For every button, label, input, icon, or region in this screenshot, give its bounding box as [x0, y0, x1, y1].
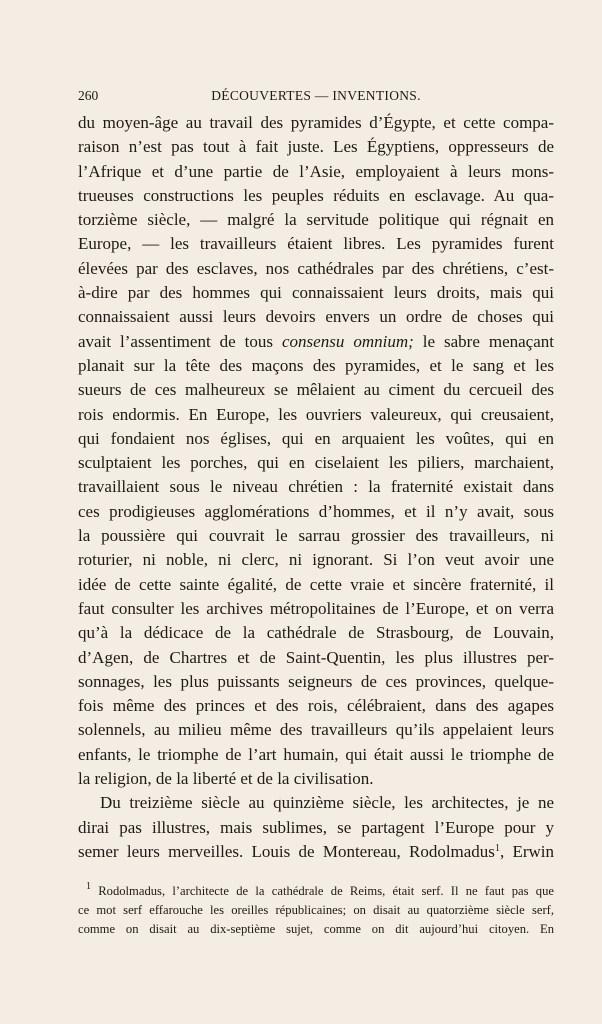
text-segment: avait l’assentiment de tous — [78, 331, 283, 351]
text-line: dirai pas illustres, mais sublimes, se partagent l’Europe pour y — [78, 817, 554, 837]
text-line: d’Agen, de Chartres et de Saint-Quentin, les plus illustres per- — [78, 647, 554, 667]
text-segment: semer leurs merveilles. Louis de Montereau, Rodolmadus — [78, 841, 495, 861]
text-line: qu’à la dédicace de la cathédrale de Strasbourg, de Louvain, — [78, 623, 554, 643]
footnote — [78, 882, 554, 940]
footnote-marker: 1 — [86, 881, 91, 892]
text-segment: , Erwin — [499, 841, 555, 861]
text-line — [78, 330, 554, 354]
page-number: 260 — [78, 88, 99, 103]
main-text — [78, 111, 554, 864]
text-segment: le sabre menaçant — [413, 331, 554, 351]
text-line: à-dire par des hommes qui connaissaient leurs droits, mais qui — [78, 283, 554, 303]
text-line: planait sur la tête des maçons des pyramides, et le sang et les — [78, 355, 554, 375]
text-line: fois même des princes et des rois, célébraient, dans des agapes — [78, 696, 554, 716]
text-line: travaillaient sous le niveau chrétien : la fraternité existait dans — [78, 477, 554, 497]
text-line: connaissaient aussi leurs devoirs envers un ordre de choses qui — [78, 307, 554, 327]
text-line: Du treizième siècle au quinzième siècle, les architectes, je ne — [100, 793, 554, 813]
text-line: ces prodigieuses agglomérations d’hommes, et il n’y avait, sous — [78, 501, 554, 521]
latin-phrase: consensu omnium; — [282, 331, 414, 351]
text-line: solennels, au milieu même des travailleurs qu’ils appelaient leurs — [78, 720, 554, 740]
text-line: sonnages, les plus puissants seigneurs de ces provinces, quelque- — [78, 671, 554, 691]
text-line: raison n’est pas tout à fait juste. Les Égyptiens, oppresseurs de — [78, 137, 554, 157]
text-line: trueuses constructions les peuples réduits en esclavage. Au qua- — [78, 185, 554, 205]
text-line: roturier, ni noble, ni clerc, ni ignorant. Si l’on veut avoir une — [78, 550, 554, 570]
text-line: enfants, le triomphe de l’art humain, qui était aussi le triomphe de — [78, 744, 554, 764]
text-line: qui fondaient nos églises, qui en arquaient les voûtes, qui en — [78, 428, 554, 448]
text-line: idée de cette sainte égalité, de cette vraie et sincère fraternité, il — [78, 574, 554, 594]
text-line: rois endormis. En Europe, les ouvriers valeureux, qui creusaient, — [78, 404, 554, 424]
text-line: sculptaient les porches, qui en ciselaient les piliers, marchaient, — [78, 453, 554, 473]
text-line: sueurs de ces malheureux se mêlaient au ciment du cercueil des — [78, 380, 554, 400]
page-header — [78, 88, 554, 108]
running-title: DÉCOUVERTES — INVENTIONS. — [211, 88, 421, 103]
footnote-line — [78, 882, 554, 901]
text-line: torzième siècle, — malgré la servitude politique qui régnait en — [78, 210, 554, 230]
text-line: du moyen-âge au travail des pyramides d’Égypte, et cette compa- — [78, 113, 554, 132]
text-line: la religion, de la liberté et de la civilisation. — [78, 769, 374, 789]
text-line: l’Afrique et d’une partie de l’Asie, employaient à leurs mons- — [78, 161, 554, 181]
footnote-text: Rodolmadus, l’architecte de la cathédrale de Reims, était serf. Il ne faut pas que — [91, 884, 554, 898]
text-line — [78, 840, 554, 864]
text-line: élevées par des esclaves, nos cathédrales par des chrétiens, c’est- — [78, 258, 554, 278]
text-line: la poussière qui couvrait le sarrau grossier des travailleurs, ni — [78, 526, 554, 546]
text-line: Europe, — les travailleurs étaient libres. Les pyramides furent — [78, 234, 554, 254]
footnote-line: comme on disait au dix-septième sujet, comme on dit aujourd’hui citoyen. En — [78, 922, 554, 937]
footnote-reference: 1 — [494, 842, 500, 854]
text-line: faut consulter les archives métropolitaines de l’Europe, et on verra — [78, 598, 554, 618]
footnote-line: ce mot serf effarouche les oreilles républicaines; on disait au quatorzième siècle serf, — [78, 903, 554, 918]
